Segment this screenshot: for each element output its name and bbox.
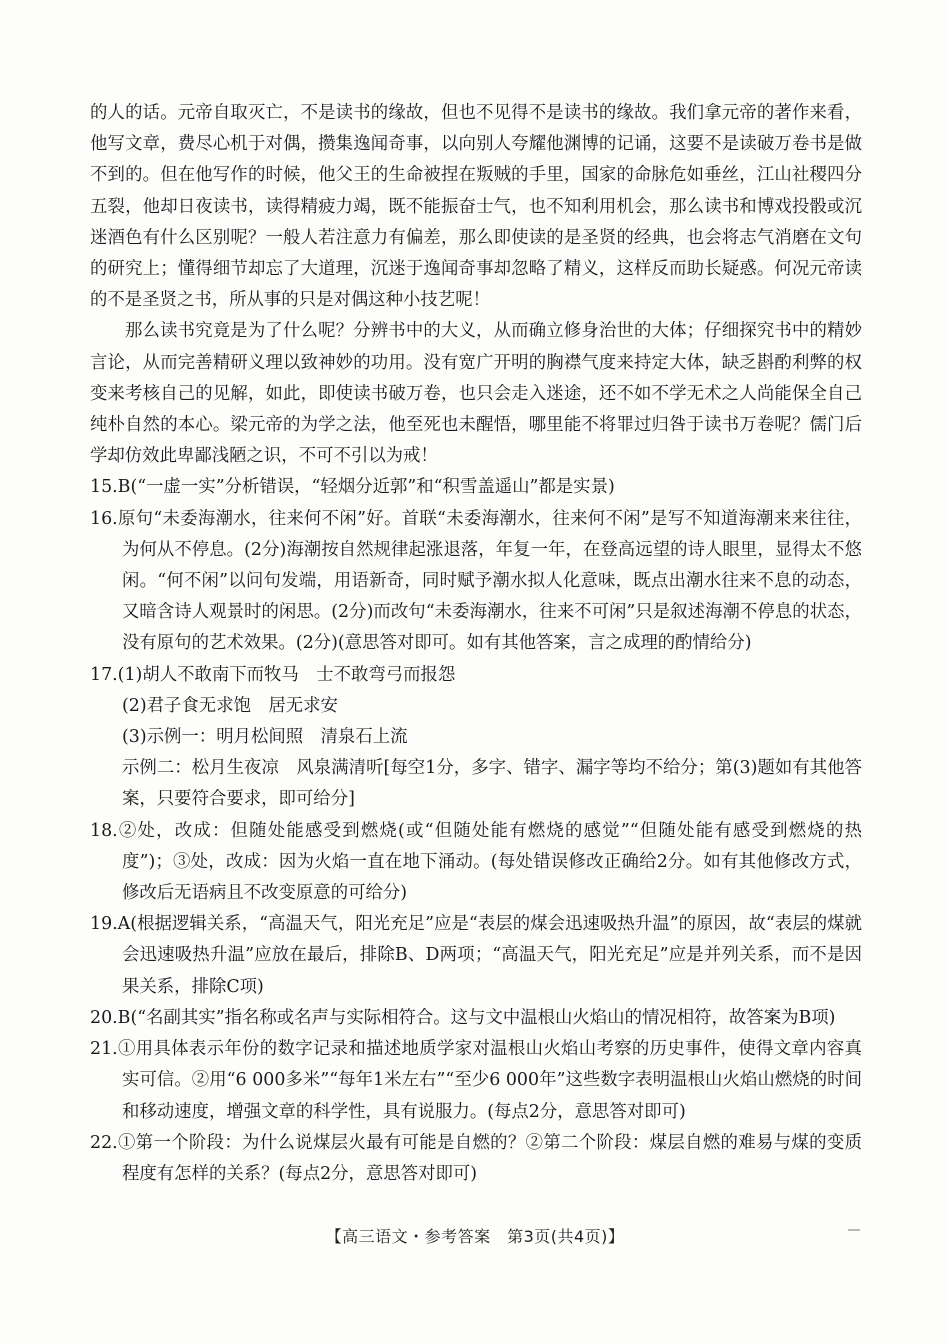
corner-mark — [848, 1229, 860, 1231]
answer-17-line-3: (3)示例一：明月松间照 清泉石上流 — [122, 727, 408, 748]
answer-17-line-1: (1)胡人不敢南下而牧马 士不敢弯弓而报怨 — [117, 664, 456, 685]
answer-17-line-2: (2)君子食无求饱 居无求安 — [122, 695, 338, 716]
answer-20 — [90, 1003, 862, 1034]
answer-18 — [90, 816, 862, 910]
answer-number: 16. — [90, 508, 118, 529]
answer-22 — [90, 1128, 862, 1190]
answer-17-line-4: 示例二：松月生夜凉 风泉满清听[每空1分，多字、错字、漏字等均不给分；第(3)题如有其他答案，只要符合要求，即可给分] — [122, 758, 862, 810]
answer-16 — [90, 504, 862, 660]
answer-21 — [90, 1034, 862, 1128]
answer-text: A(根据逻辑关系，“高温天气，阳光充足”应是“表层的煤会迅速吸热升温”的原因，故“表层的煤就会迅速吸热升温”应放在最后，排除B、D两项；“高温天气，阳光充足”应是并列关系，而不是因果关系，排除C项) — [117, 914, 862, 997]
answer-text: B(“名副其实”指名称或名声与实际相符合。这与文中温根山火焰山的情况相符，故答案为B项) — [117, 1007, 836, 1028]
answer-number: 19. — [90, 914, 118, 935]
answer-number: 22. — [90, 1132, 118, 1153]
answer-text: 原句“未委海潮水，往来何不闲”好。首联“未委海潮水，往来何不闲”是写不知道海潮来来往往，为何从不停息。(2分)海潮按自然规律起涨退落，年复一年，在登高远望的诗人眼里，显得太不悠闲。“何不闲”以问句发端，用语新奇，同时赋予潮水拟人化意味，既点出潮水往来不息的动态，又暗含诗人观景时的闲思。(2分)而改句“未委海潮水，往来不可闲”只是叙述海潮不停息的状态，没有原句的艺术效果。(2分)(意思答对即可。如有其他答案，言之成理的酌情给分) — [117, 508, 862, 654]
answer-number: 18. — [90, 820, 118, 841]
answer-number: 15. — [90, 477, 118, 498]
page-content — [90, 98, 862, 1190]
answer-text: ②处，改成：但随处能感受到燃烧(或“但随处能有燃烧的感觉”“但随处能有感受到燃烧的热度”)；③处，改成：因为火焰一直在地下涌动。(每处错误修改正确给2分。如有其他修改方式，修改后无语病且不改变原意的可给分) — [117, 820, 862, 904]
answer-17 — [90, 660, 862, 691]
answer-15 — [90, 472, 862, 503]
answer-number: 21. — [90, 1039, 118, 1060]
page-footer: 【高三语文・参考答案 第3页(共4页)】 — [325, 1227, 625, 1246]
answer-text: ①用具体表示年份的数字记录和描述地质学家对温根山火焰山考察的历史事件，使得文章内容真实可信。②用“6 000多米”“每年1米左右”“至少6 000年”这些数字表明温根山火焰山燃烧的时间和移动速度，增强文章的科学性，具有说服力。(每点2分，意思答对即可) — [117, 1039, 862, 1122]
translation-paragraph: 那么读书究竟是为了什么呢？分辨书中的大义，从而确立修身治世的大体；仔细探究书中的精妙言论，从而完善精研义理以致神妙的功用。没有宽广开明的胸襟气度来持定大体，缺乏斟酌利弊的权变来考核自己的见解，如此，即使读书破万卷，也只会走入迷途，还不如不学无术之人尚能保全自己纯朴自然的本心。梁元帝的为学之法，他至死也未醒悟，哪里能不将罪过归咎于读书万卷呢？儒门后学却仿效此卑鄙浅陋之识，不可不引以为戒！ — [90, 321, 862, 467]
answer-text: ①第一个阶段：为什么说煤层火最有可能是自燃的？②第二个阶段：煤层自燃的难易与煤的变质程度有怎样的关系？(每点2分，意思答对即可) — [117, 1132, 862, 1184]
answer-number: 20. — [90, 1007, 118, 1028]
answer-number: 17. — [90, 664, 118, 685]
answer-text: B(“一虚一实”分析错误，“轻烟分近郭”和“积雪盖遥山”都是实景) — [117, 477, 615, 498]
continuation-paragraph: 的人的话。元帝自取灭亡，不是读书的缘故，但也不见得不是读书的缘故。我们拿元帝的著作来看，他写文章，费尽心机于对偶，攒集逸闻奇事，以向别人夸耀他渊博的记诵，这要不是读破万卷书是做不到的。但在他写作的时候，他父王的生命被捏在叛贼的手里，国家的命脉危如垂丝，江山社稷四分五裂，他却日夜读书，读得精疲力竭，既不能振奋士气，也不知利用机会，那么读书和博戏投骰或沉迷酒色有什么区别呢？一般人若注意力有偏差，那么即使读的是圣贤的经典，也会将志气消磨在文句的研究上；懂得细节却忘了大道理，沉迷于逸闻奇事却忽略了精义，这样反而助长疑惑。何况元帝读的不是圣贤之书，所从事的只是对偶这种小技艺呢！ — [90, 103, 862, 311]
answer-19 — [90, 909, 862, 1003]
